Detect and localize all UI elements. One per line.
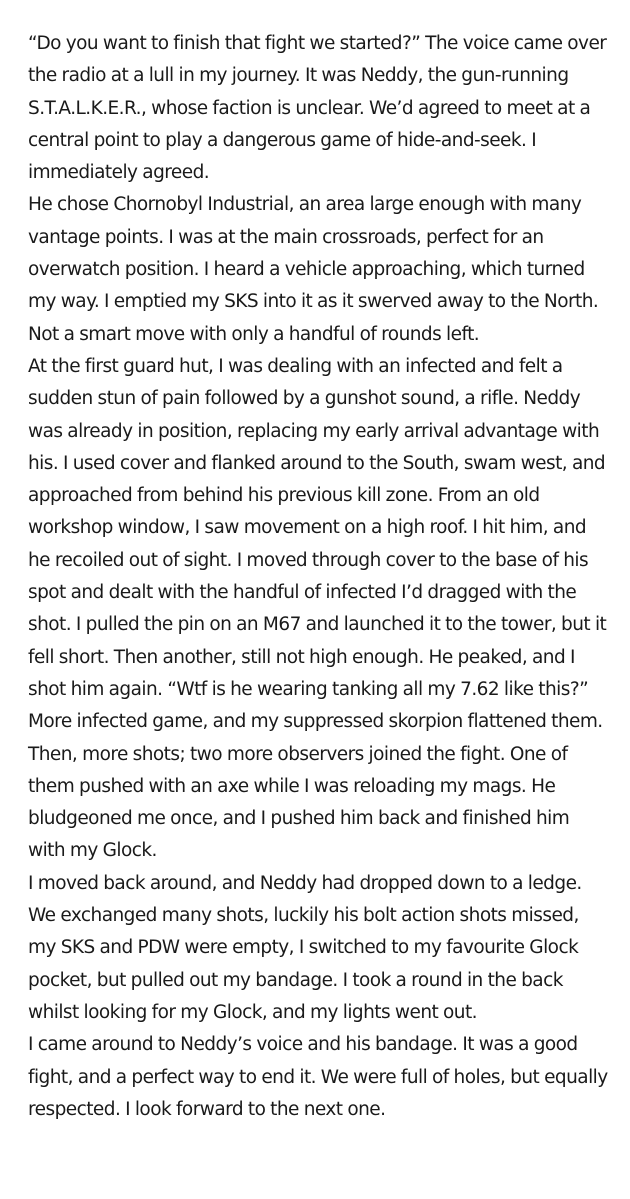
paragraph-1: “Do you want to finish that fight we started?” The voice came over the radio at a lull in my journey. It was Neddy, the gun-running S.T.A.L.K.E.R., whose faction is unclear. We’d agreed to meet at a central point to play a dangerous game of hide-and-seek. I immediately agreed.	[28, 33, 607, 184]
paragraph-4: More infected game, and my suppressed skorpion flattened them. Then, more shots; two more observers joined the fight. One of them pushed with an axe while I was reloading my mags. He bludgeoned me once, and I pushed him back and finished him with my Glock.	[28, 711, 603, 862]
paragraph-2: He chose Chornobyl Industrial, an area large enough with many vantage points. I was at the main crossroads, perfect for an overwatch position. I heard a vehicle approaching, which turned my way. I emptied my SKS into it as it swerved away to the North. Not a smart move with only a handful of rounds left.	[28, 194, 599, 345]
paragraph-6: I came around to Neddy’s voice and his bandage. It was a good fight, and a perfect way to end it. We were full of holes, but equally respected. I look forward to the next one.	[28, 1034, 608, 1120]
paragraph-5: I moved back around, and Neddy had dropped down to a ledge. We exchanged many shots, luckily his bolt action shots missed, my SKS and PDW were empty, I switched to my favourite Glock pocket, but pulled out my bandage. I took a round in the back whilst looking for my Glock, and my lights went out.	[28, 872, 582, 1023]
paragraph-3: At the first guard hut, I was dealing with an infected and felt a sudden stun of pain followed by a gunshot sound, a rifle. Neddy was already in position, replacing my early arrival advantage with his. I used cover and flanked around to the South, swam west, and approached from behind his previous kill zone. From an old workshop window, I saw movement on a high roof. I hit him, and he recoiled out of sight. I moved through cover to the base of his spot and dealt with the handful of infected I’d dragged with the shot. I pulled the pin on an M67 and launched it to the tower, but it fell short. Then another, still not high enough. He peaked, and I shot him again. “Wtf is he wearing tanking all my 7.62 like this?”	[28, 355, 607, 700]
story-text	[28, 28, 610, 1126]
